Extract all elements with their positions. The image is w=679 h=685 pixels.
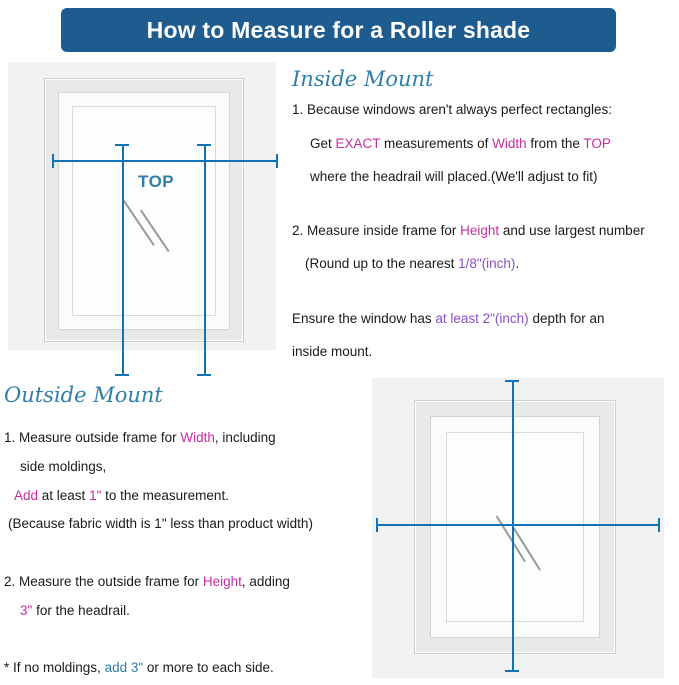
text-segment: , including — [214, 430, 276, 445]
highlight-height: Height — [202, 574, 242, 589]
highlight-add-three: add 3" — [104, 660, 144, 675]
outside-mount-step1-line2 — [20, 457, 106, 477]
inside-mount-step1-line1 — [292, 100, 612, 120]
window-glass-pane — [72, 106, 216, 316]
text-segment: Ensure the window has — [292, 311, 436, 326]
page-title-banner — [61, 8, 616, 52]
text-segment: side moldings, — [20, 459, 107, 474]
inside-mount-depth-note-line1 — [292, 309, 605, 329]
highlight-top: TOP — [583, 136, 611, 151]
inside-mount-depth-note-line2 — [292, 342, 372, 362]
text-segment: , adding — [241, 574, 290, 589]
text-segment: (Because fabric width is 1" less than product width) — [8, 516, 313, 531]
highlight-one-inch: 1" — [89, 488, 102, 503]
text-segment: 1. Measure outside frame for — [4, 430, 181, 445]
height-measure-line-right — [204, 144, 206, 376]
width-measure-endcap-left — [376, 518, 378, 532]
inside-mount-step1-line3 — [310, 167, 597, 187]
text-segment: or more to each side. — [143, 660, 274, 675]
text-segment: Get — [310, 136, 336, 151]
text-segment: at least — [38, 488, 90, 503]
height-measure-endcap-left-bottom — [115, 374, 129, 376]
text-segment: to the measurement. — [101, 488, 229, 503]
height-measure-endcap-left-top — [115, 144, 129, 146]
highlight-exact: EXACT — [335, 136, 381, 151]
text-segment: where the headrail will placed.(We'll adjust to fit) — [310, 169, 598, 184]
outside-mount-step1-line1 — [4, 428, 276, 448]
text-segment: inside mount. — [292, 344, 373, 359]
width-measure-line — [52, 160, 278, 162]
inside-mount-heading: Inside Mount — [292, 67, 434, 91]
text-segment: 1. Because windows aren't always perfect rectangles: — [292, 102, 612, 117]
outside-mount-window-illustration — [372, 378, 664, 678]
highlight-width: Width — [180, 430, 215, 445]
text-segment: and use largest number — [499, 223, 645, 238]
height-measure-endcap-right-bottom — [197, 374, 211, 376]
height-measure-line — [512, 380, 514, 672]
text-segment: 2. Measure the outside frame for — [4, 574, 203, 589]
height-measure-endcap-right-top — [197, 144, 211, 146]
text-segment: (Round up to the nearest — [305, 256, 459, 271]
outside-mount-heading: Outside Mount — [4, 383, 163, 407]
highlight-depth: at least 2"(inch) — [435, 311, 529, 326]
highlight-fraction: 1/8"(inch) — [458, 256, 516, 271]
inside-mount-step2-line2 — [305, 254, 519, 274]
inside-mount-step2-line1 — [292, 221, 645, 241]
outside-mount-footnote — [4, 658, 274, 678]
inside-mount-step1-line2 — [310, 134, 611, 154]
window-glass-pane — [446, 432, 584, 622]
top-label: TOP — [138, 172, 175, 191]
outside-mount-step2-line1 — [4, 572, 290, 592]
text-segment: . — [515, 256, 520, 271]
inside-mount-window-illustration — [8, 62, 276, 350]
highlight-width: Width — [492, 136, 527, 151]
height-measure-endcap-bottom — [505, 670, 519, 672]
height-measure-endcap-top — [505, 380, 519, 382]
text-segment: depth for an — [528, 311, 605, 326]
text-segment: * If no moldings, — [4, 660, 105, 675]
text-segment: for the headrail. — [32, 603, 130, 618]
highlight-height: Height — [460, 223, 500, 238]
width-measure-endcap-right — [276, 154, 278, 168]
text-segment: from the — [526, 136, 584, 151]
highlight-three-inch: 3" — [20, 603, 33, 618]
outside-mount-step1-line4 — [8, 514, 313, 534]
width-measure-endcap-right — [658, 518, 660, 532]
width-measure-endcap-left — [52, 154, 54, 168]
outside-mount-step2-line2 — [20, 601, 130, 621]
outside-mount-step1-line3 — [14, 486, 229, 506]
highlight-add: Add — [14, 488, 39, 503]
text-segment: measurements of — [380, 136, 493, 151]
page-title: How to Measure for a Roller shade — [146, 16, 531, 43]
height-measure-line-left — [122, 144, 124, 376]
width-measure-line — [376, 524, 660, 526]
text-segment: 2. Measure inside frame for — [292, 223, 461, 238]
